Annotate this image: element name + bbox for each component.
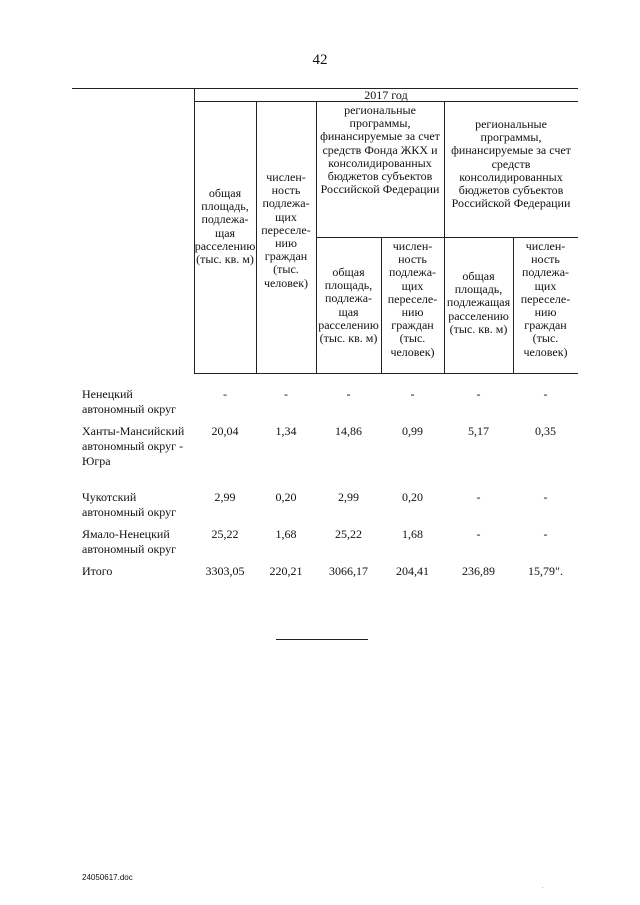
table-cell: -: [410, 387, 415, 401]
footnote-rule: [276, 639, 368, 640]
table-cell: -: [543, 490, 548, 504]
header-group-budget: региональные программы, финансируемые за счет средств консолидированных бюджетов субъектов Российской Федерации: [451, 117, 571, 211]
table-cell: 2,99: [338, 490, 359, 504]
table-cell: 3303,05: [205, 564, 245, 578]
table-cell: 220,21: [269, 564, 303, 578]
table-cell: 25,22: [211, 527, 239, 541]
table-cell: -: [543, 387, 548, 401]
year-header: 2017 год: [364, 88, 408, 102]
table-cell: 15,79".: [528, 564, 563, 578]
page-number: 42: [312, 52, 328, 68]
table-cell: 0,99: [402, 424, 423, 438]
table-cell: 236,89: [462, 564, 495, 578]
header-total-people: числен-ность подлежа-щих переселе-нию граждан (тыс. человек): [261, 170, 311, 290]
header-group-fund: региональные программы, финансируемые за счет средств Фонда ЖКХ и консолидированных бюджетов субъектов Российской Федерации: [320, 103, 440, 197]
header-budget-area: общая площадь, подлежащая расселению (тыс. кв. м): [446, 269, 511, 336]
table-cell: -: [284, 387, 288, 401]
table-cell: 204,41: [396, 564, 429, 578]
header-budget-people: числен-ность подлежа-щих переселе-нию граждан (тыс. человек): [520, 239, 571, 359]
row-label-total: Итого: [82, 564, 113, 578]
table-cell: 14,86: [335, 424, 362, 438]
table-cell: -: [543, 527, 548, 541]
group-underline: [316, 237, 578, 238]
table-cell: 20,04: [211, 424, 239, 438]
table-cell: 1,34: [275, 424, 297, 438]
table-cell: 1,68: [402, 527, 423, 541]
row-label: Ненецкий автономный округ: [82, 387, 177, 416]
table-cell: -: [223, 387, 227, 401]
row-label: Ямало-Ненецкий автономный округ: [82, 527, 177, 556]
header-bottom-rule: [194, 373, 578, 374]
table-cell: 5,17: [468, 424, 489, 438]
table-cell: 0,35: [535, 424, 556, 438]
table-cell: 0,20: [402, 490, 423, 504]
table-cell: 2,99: [214, 490, 236, 504]
table-cell: 0,20: [275, 490, 297, 504]
corner-mark: .: [542, 884, 544, 890]
table-cell: 25,22: [335, 527, 362, 541]
table-cell: 1,68: [275, 527, 297, 541]
header-fund-area: общая площадь, подлежа-щая расселению (тыс. кв. м): [318, 265, 379, 346]
table-cell: -: [476, 387, 481, 401]
table-cell: 3066,17: [329, 564, 368, 578]
header-fund-people: числен-ность подлежа-щих переселе-нию граждан (тыс. человек): [387, 239, 438, 359]
document-file-name: 24050617.doc: [82, 873, 133, 882]
table-cell: -: [476, 490, 481, 504]
header-total-area: общая площадь, подлежа-щая расселению (тыс. кв. м): [194, 186, 256, 267]
row-label: Чукотский автономный округ: [82, 490, 177, 519]
row-label: Ханты-Мансийский автономный округ - Югра: [82, 424, 185, 468]
table-cell: -: [476, 527, 481, 541]
table-cell: -: [346, 387, 351, 401]
